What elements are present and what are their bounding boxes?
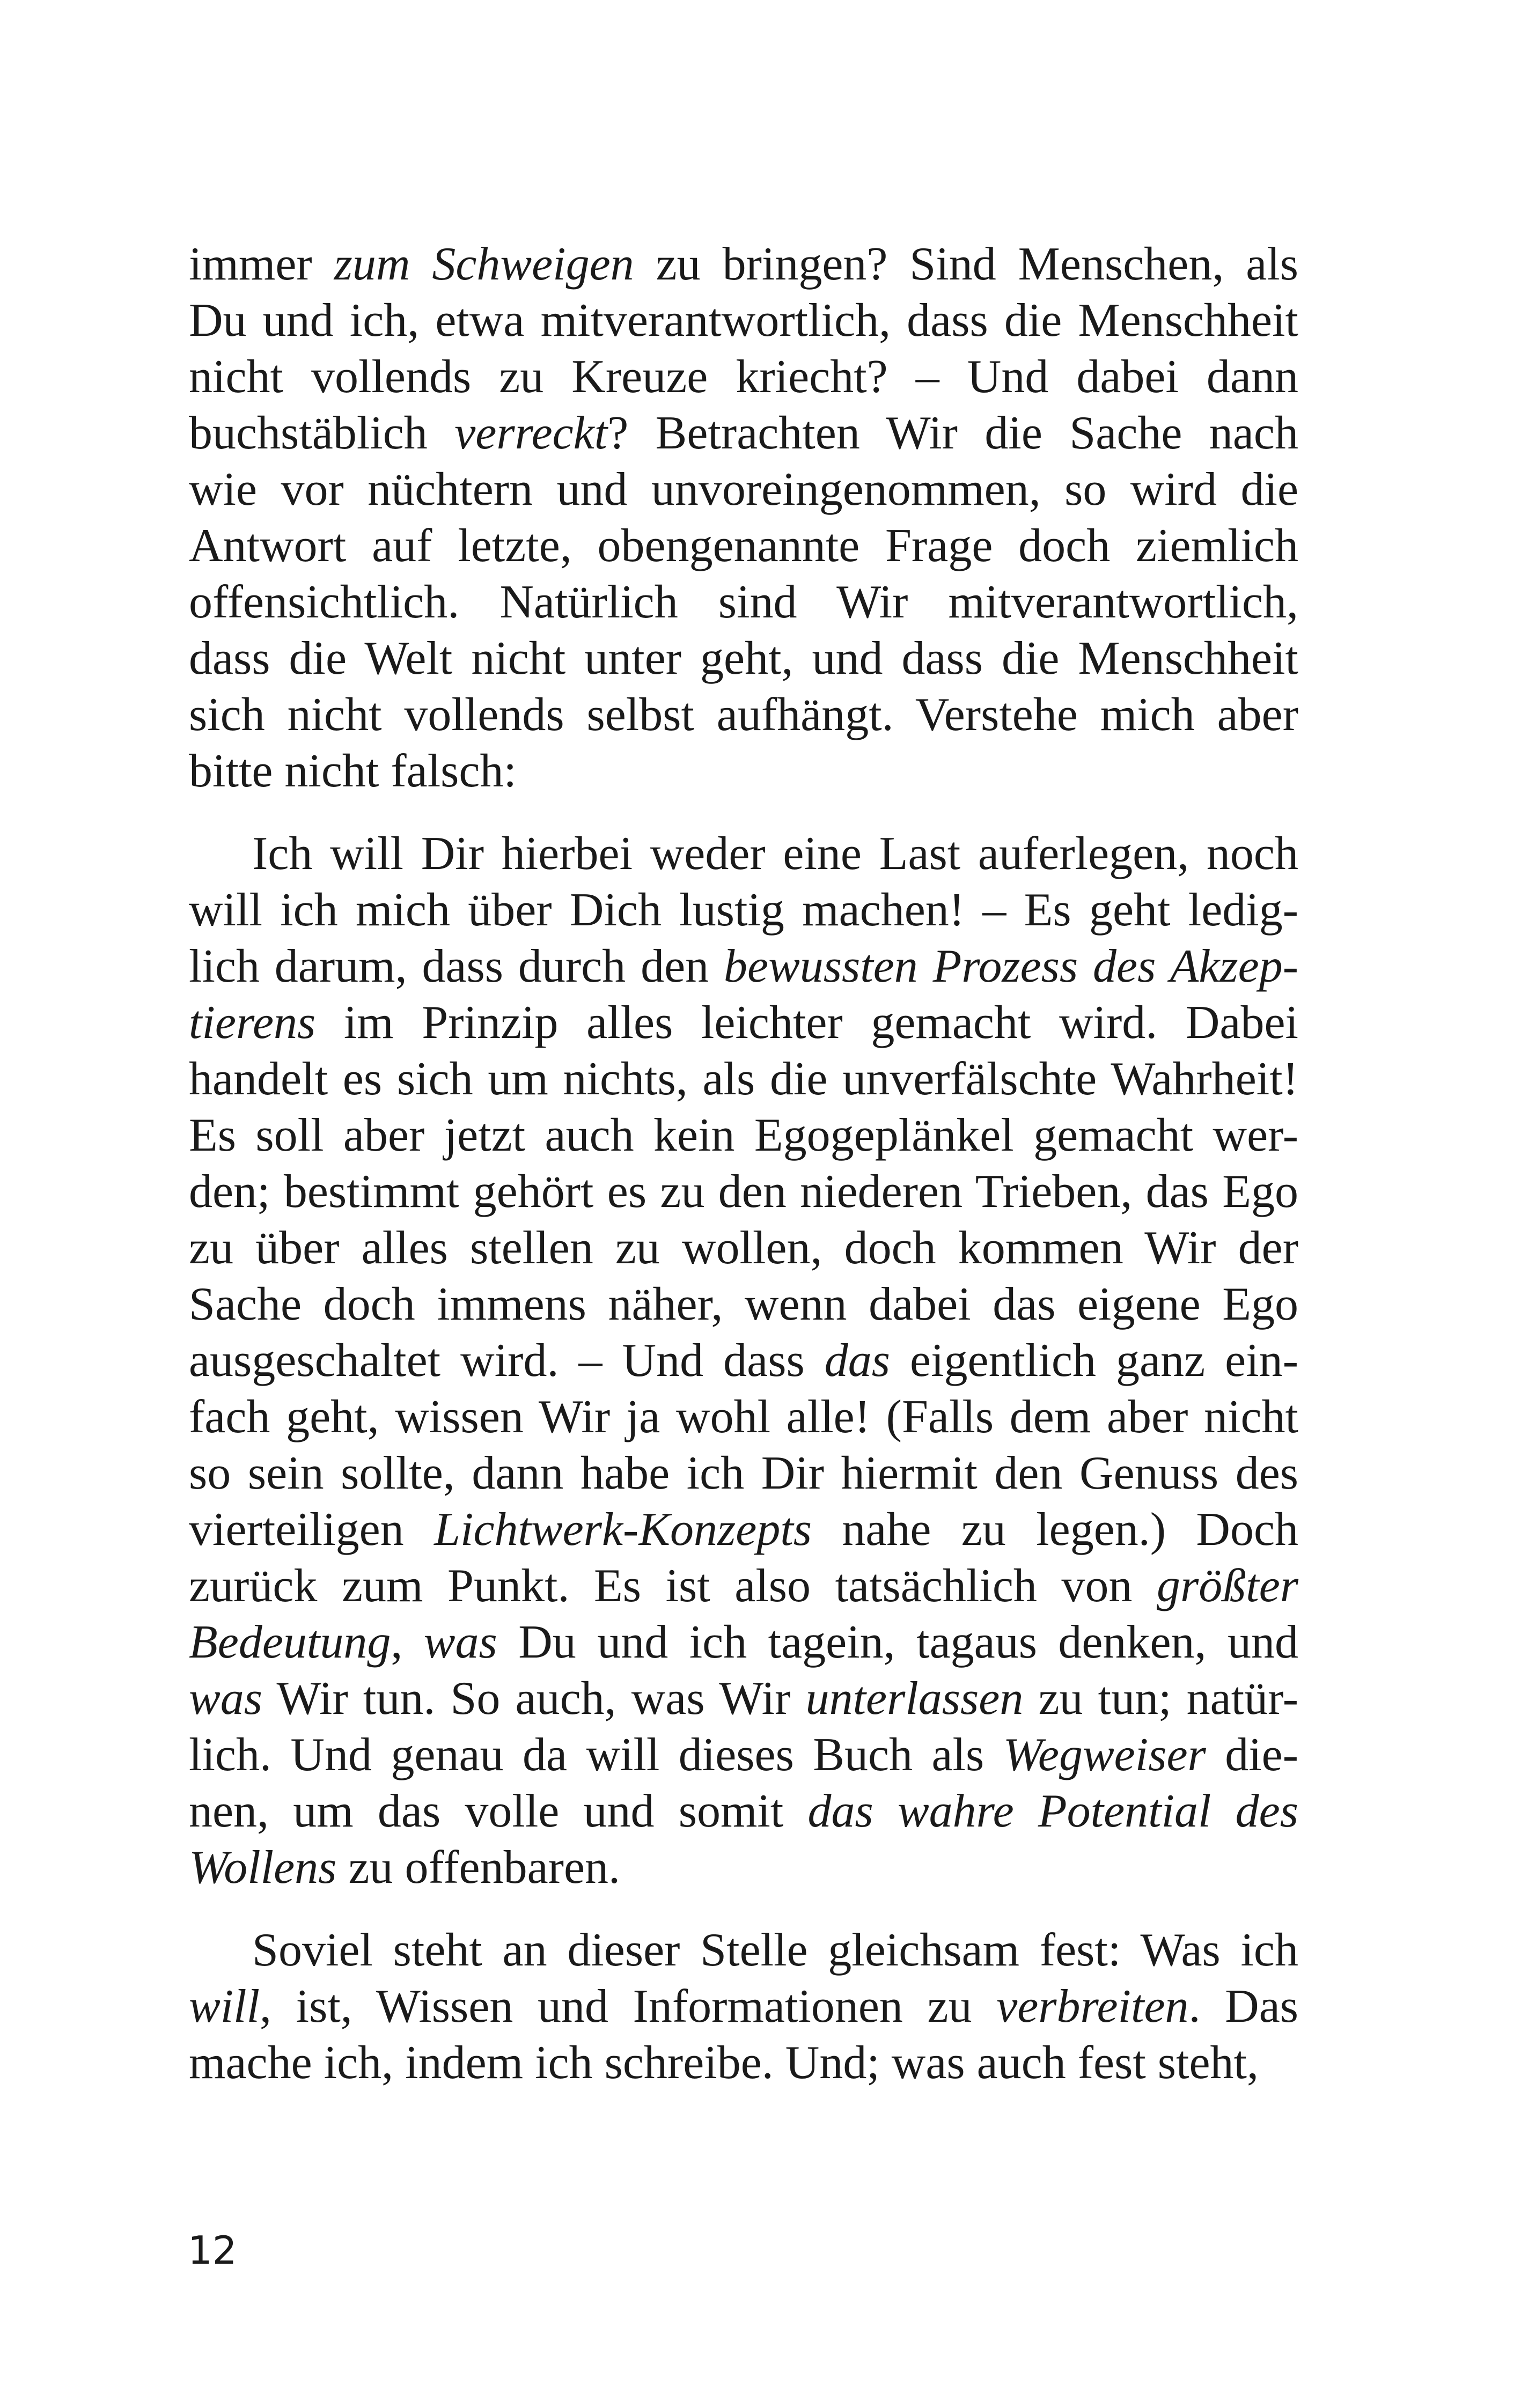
text-run: zu über alles stellen zu wollen, doch kommen Wir der [189,1222,1298,1274]
text-line [189,1978,1298,2035]
text-run: lich. Und genau da will dieses Buch als [189,1729,1003,1781]
text-run: dass die Welt nicht unter geht, und dass die Menschheit [189,632,1298,684]
text-run: Du und ich, etwa mitverantwortlich, dass die Menschheit [189,294,1298,347]
text-line [189,687,1298,743]
text-line [189,1276,1298,1332]
text-run: . Das [1188,1980,1299,2033]
text-run: buchstäblich [189,407,455,459]
text-line [189,826,1298,882]
italic-text: das [824,1335,890,1387]
text-run: so sein sollte, dann habe ich Dir hiermit den Genuss des [189,1447,1298,1499]
text-run: will ich mich über Dich lustig machen! – Es geht ledig- [189,884,1298,936]
text-run: vierteiligen [189,1504,435,1556]
text-line [189,1558,1298,1614]
text-line [189,1445,1298,1501]
text-run: zurück zum Punkt. Es ist also tatsächlich von [189,1560,1157,1612]
text-line [189,292,1298,349]
italic-text: zum Schweigen [334,238,634,290]
italic-text: Bedeutung [189,1616,391,1668]
text-run: zu tun; natür- [1023,1673,1299,1725]
text-line [189,1051,1298,1107]
text-run: zu bringen? Sind Menschen, als [634,238,1299,290]
text-run: , [391,1616,424,1668]
text-line [189,882,1298,938]
text-run: bitte nicht falsch: [189,745,517,797]
text-line [189,1220,1298,1276]
text-run: im Prinzip alles leichter gemacht wird. Dabei [315,997,1298,1049]
text-run: , ist, Wissen und Informationen zu [260,1980,997,2033]
italic-text: größter [1157,1560,1298,1612]
text-line [189,938,1298,995]
text-run: immer [189,238,334,290]
text-line [189,2035,1298,2091]
text-line [189,1501,1298,1558]
italic-text: was [423,1616,497,1668]
text-line [189,1727,1298,1783]
text-run: nahe zu legen.) Doch [812,1504,1298,1556]
text-run: nicht vollends zu Kreuze kriecht? – Und dabei dann [189,351,1298,403]
text-line [189,1332,1298,1389]
page-number: 12 [188,2228,237,2273]
text-line [189,1922,1298,1978]
text-run: nen, um das volle und somit [189,1785,808,1837]
text-run: Wir tun. So auch, was Wir [262,1673,806,1725]
text-line [189,1839,1298,1896]
text-line [189,1614,1298,1670]
italic-text: was [189,1673,262,1725]
text-line [189,349,1298,405]
text-run: den; bestimmt gehört es zu den niederen Trieben, das Ego [189,1166,1298,1218]
text-line [189,1670,1298,1727]
text-line [189,461,1298,518]
italic-text: unterlassen [805,1673,1024,1725]
text-run: Antwort auf letzte, obengenannte Frage doch ziemlich [189,520,1298,572]
text-run: offensichtlich. Natürlich sind Wir mitverantwortlich, [189,576,1298,628]
text-line [189,743,1298,799]
text-run: eigentlich ganz ein- [890,1335,1298,1387]
italic-text: will [189,1980,260,2033]
body-text [189,236,1298,2091]
text-line [189,995,1298,1051]
italic-text: tierens [189,997,316,1049]
italic-text: Lichtwerk-Konzepts [434,1504,812,1556]
text-run: lich darum, dass durch den [189,940,724,992]
text-line [189,405,1298,461]
text-run: fach geht, wissen Wir ja wohl alle! (Falls dem aber nicht [189,1391,1298,1443]
italic-text: verbreiten [996,1980,1189,2033]
italic-text: Wegweiser [1003,1729,1206,1781]
text-run: Es soll aber jetzt auch kein Egogeplänkel gemacht wer- [189,1109,1298,1161]
text-line [189,518,1298,574]
italic-text: verreckt [454,407,608,459]
text-line [189,1164,1298,1220]
text-run: Du und ich tagein, tagaus denken, und [497,1616,1298,1668]
text-run: wie vor nüchtern und unvoreingenommen, so wird die [189,463,1298,516]
text-run: Soviel steht an dieser Stelle gleichsam fest: Was ich [252,1924,1298,1976]
text-line [189,236,1298,292]
text-line [189,1783,1298,1839]
text-line [189,1107,1298,1164]
italic-text: Wollens [189,1842,337,1894]
text-run: Ich will Dir hierbei weder eine Last auferlegen, noch [252,828,1298,880]
text-line [189,574,1298,630]
text-run: ausgeschaltet wird. – Und dass [189,1335,825,1387]
text-run: die- [1206,1729,1299,1781]
text-run: handelt es sich um nichts, als die unverfälschte Wahrheit! [189,1053,1298,1105]
text-line [189,1389,1298,1445]
text-run: zu offenbaren. [336,1842,620,1894]
italic-text: bewussten Prozess des Akzep- [724,940,1298,992]
italic-text: das wahre Potential des [807,1785,1298,1837]
text-run: ? Betrachten Wir die Sache nach [607,407,1298,459]
text-run: sich nicht vollends selbst aufhängt. Verstehe mich aber [189,689,1298,741]
text-line [189,630,1298,687]
text-run: Sache doch immens näher, wenn dabei das eigene Ego [189,1278,1298,1330]
text-run: mache ich, indem ich schreibe. Und; was auch fest steht, [189,2037,1259,2089]
